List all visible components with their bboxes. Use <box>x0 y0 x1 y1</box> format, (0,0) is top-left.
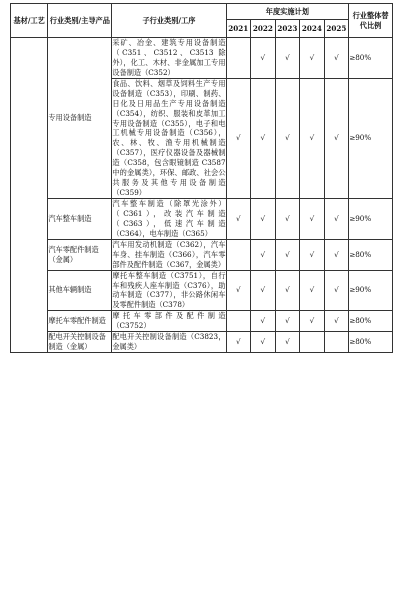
check-mark <box>226 239 251 270</box>
main-industry-cell: 专用设备制造 <box>48 38 112 199</box>
check-mark: √ <box>226 78 251 198</box>
table-row <box>11 311 393 332</box>
sub-industry-cell: 摩托车零部件及配件制造（C3752） <box>112 311 226 331</box>
check-mark: √ <box>251 78 276 198</box>
check-mark: √ <box>275 270 300 311</box>
sub-industry-cell: 配电开关控制设备制造（C3823，金属类） <box>112 332 226 352</box>
check-mark: √ <box>251 311 276 332</box>
check-mark: √ <box>251 332 276 353</box>
main-industry-cell: 其他车辆制造 <box>48 270 112 311</box>
check-mark: √ <box>251 199 276 240</box>
header-year: 2022 <box>251 20 276 38</box>
check-mark: √ <box>324 239 349 270</box>
table-row <box>11 332 393 353</box>
check-mark: √ <box>226 332 251 353</box>
check-mark: √ <box>275 78 300 198</box>
header-row <box>11 4 393 20</box>
replacement-ratio-cell: ≥90% <box>349 78 393 198</box>
check-mark: √ <box>300 38 325 79</box>
check-mark <box>226 311 251 332</box>
header-material: 基材/工艺 <box>11 4 48 38</box>
sub-industry-cell: 采矿、冶金、建筑专用设备制造（C351、C3512、C3513 除外），化工、木材、非金属加工专用设备制造（C352） <box>112 38 226 77</box>
check-mark: √ <box>300 199 325 240</box>
check-mark: √ <box>275 199 300 240</box>
check-mark: √ <box>275 239 300 270</box>
check-mark: √ <box>226 270 251 311</box>
check-mark: √ <box>226 199 251 240</box>
material-cell <box>11 38 48 353</box>
table-row <box>11 199 393 240</box>
header-replacement-ratio: 行业整体替代比例 <box>349 4 393 38</box>
sub-industry-cell: 汽车用发动机制造（C362），汽车车身、挂车制造（C366），汽车零部件及配件制造（C367，金属类） <box>112 239 226 269</box>
check-mark: √ <box>251 270 276 311</box>
check-mark: √ <box>300 311 325 332</box>
header-year: 2025 <box>324 20 349 38</box>
check-mark: √ <box>300 239 325 270</box>
check-mark: √ <box>275 38 300 79</box>
replacement-ratio-cell: ≥80% <box>349 38 393 79</box>
check-mark: √ <box>324 199 349 240</box>
check-mark: √ <box>324 38 349 79</box>
check-mark: √ <box>324 78 349 198</box>
check-mark <box>226 38 251 79</box>
replacement-ratio-cell: ≥90% <box>349 199 393 240</box>
check-mark <box>324 332 349 353</box>
table-row <box>11 38 393 79</box>
check-mark: √ <box>251 38 276 79</box>
main-industry-cell: 摩托车零配件制造 <box>48 311 112 332</box>
check-mark: √ <box>324 311 349 332</box>
main-industry-cell: 配电开关控制设备制造（金属） <box>48 332 112 353</box>
table-row <box>11 239 393 270</box>
main-industry-cell: 汽车零配件制造（金属） <box>48 239 112 270</box>
main-industry-cell: 汽车整车制造 <box>48 199 112 240</box>
check-mark: √ <box>300 270 325 311</box>
sub-industry-cell: 食品、饮料、烟草及饲料生产专用设备制造（C353），印刷、制药、日化及日用品生产专用设备制造（C354），纺织、服装和皮革加工专用设备制造（C355），电子和电工机械专用设备制造（C356），农、林、牧、渔专用机械制造（C357），医疗仪器设备及器械制造（C358，包含眼镜制造 C3587 中的金属类），环保、邮政、社会公共服务及其他专用设备制造（C359） <box>112 78 226 198</box>
replacement-ratio-cell: ≥80% <box>349 332 393 353</box>
table-row <box>11 270 393 311</box>
sub-industry-cell: 摩托车整车制造（C3751），自行车和残疾人座车制造（C376），助动车制造（C377），非公路休闲车及零配件制造（C378） <box>112 270 226 310</box>
check-mark: √ <box>324 270 349 311</box>
replacement-ratio-cell: ≥80% <box>349 239 393 270</box>
replacement-ratio-cell: ≥90% <box>349 270 393 311</box>
check-mark: √ <box>275 311 300 332</box>
header-sub-industry: 子行业类别/工序 <box>112 4 226 38</box>
implementation-plan-table <box>10 3 393 353</box>
check-mark <box>300 332 325 353</box>
header-main-industry: 行业类别/主导产品 <box>48 4 112 38</box>
check-mark: √ <box>300 78 325 198</box>
check-mark: √ <box>251 239 276 270</box>
header-annual-plan: 年度实施计划 <box>226 4 349 20</box>
header-year: 2024 <box>300 20 325 38</box>
header-year: 2021 <box>226 20 251 38</box>
replacement-ratio-cell: ≥80% <box>349 311 393 332</box>
sub-industry-cell: 汽车整车制造（除罩光涂外）（C361），改装汽车制造（C363），低速汽车制造（C364），电车制造（C365） <box>112 199 226 238</box>
check-mark: √ <box>275 332 300 353</box>
header-year: 2023 <box>275 20 300 38</box>
